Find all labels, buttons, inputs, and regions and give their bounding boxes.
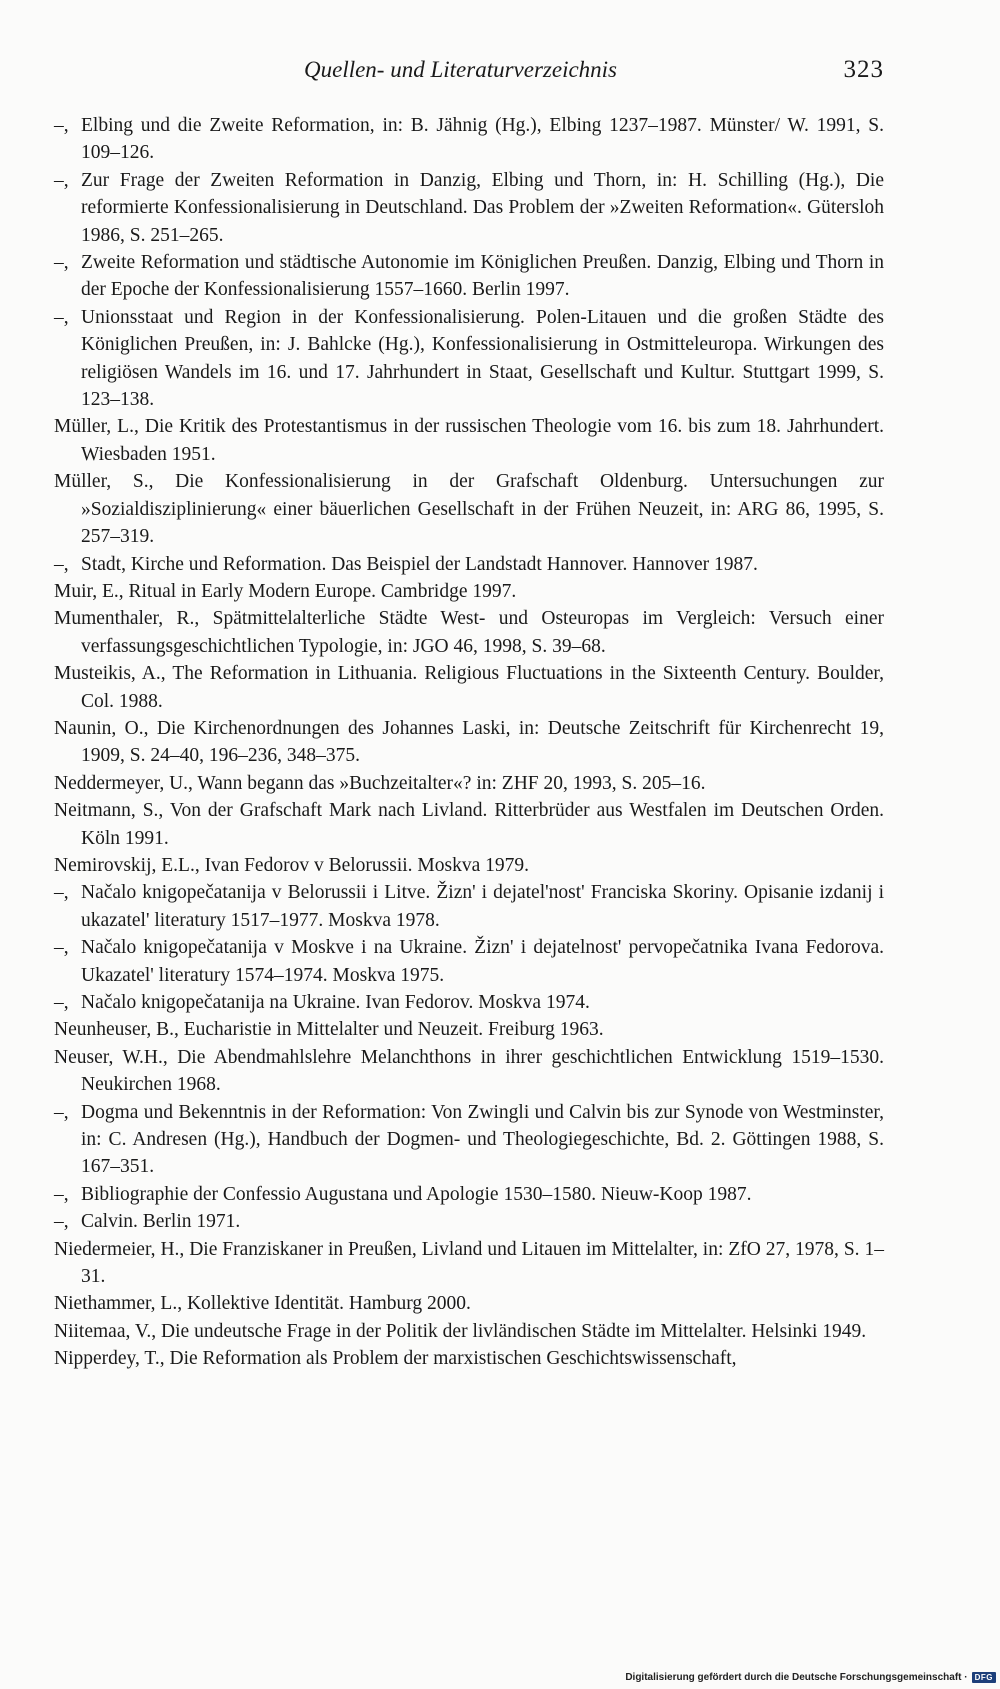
bibliography-entry — [54, 551, 884, 578]
bibliography-entry — [54, 304, 884, 414]
entry-text: Müller, S., Die Konfessionalisierung in der Grafschaft Oldenburg. Untersuchungen zur »Sozialdisziplinierung« einer bäuerlichen Gesellschaft in der Frühen Neuzeit, in: ARG 86, 1995, S. 257–319. — [54, 471, 884, 548]
entry-text: Načalo knigopečatanija v Moskve i na Ukraine. Žizn' i dejatelnost' pervopečatnika Ivana Fedorova. Ukazatel' literatury 1574–1974. Moskva 1975. — [81, 937, 884, 986]
ditto-dash: –, — [54, 115, 69, 136]
entry-text: Niitemaa, V., Die undeutsche Frage in der Politik der livländischen Städte im Mittelalter. Helsinki 1949. — [54, 1320, 867, 1342]
entry-text: Neddermeyer, U., Wann begann das »Buchzeitalter«? in: ZHF 20, 1993, S. 205–16. — [54, 772, 706, 794]
ditto-dash: –, — [54, 1101, 69, 1123]
entry-text: Zur Frage der Zweiten Reformation in Danzig, Elbing und Thorn, in: H. Schilling (Hg.), Die reformierte Konfessionalisierung in Deutschland. Das Problem der »Zweiten Reformation«. Gütersloh 1986, S. 251–265. — [81, 169, 884, 246]
bibliography-entry — [54, 1290, 884, 1317]
ditto-dash: –, — [54, 553, 69, 575]
digitization-credit — [625, 1672, 996, 1683]
entry-text: Calvin. Berlin 1971. — [81, 1211, 241, 1233]
ditto-dash: –, — [54, 992, 69, 1013]
entry-text: Bibliographie der Confessio Augustana und Apologie 1530–1580. Nieuw-Koop 1987. — [81, 1183, 752, 1205]
bibliography-entry — [54, 1016, 884, 1043]
entry-text: Müller, L., Die Kritik des Protestantismus in der russischen Theologie vom 16. bis zum 18. Jahrhundert. Wiesbaden 1951. — [54, 416, 884, 465]
ditto-dash: –, — [54, 252, 69, 274]
entry-text: Neuser, W.H., Die Abendmahlslehre Melanchthons in ihrer geschichtlichen Entwicklung 1519–1530. Neukirchen 1968. — [54, 1046, 884, 1096]
bibliography-entry — [54, 770, 884, 797]
entry-text: Načalo knigopečatanija v Belorussii i Litve. Žizn' i dejatel'nost' Franciska Skoriny. Opisanie izdanij i ukazatel' literatury 1517–1977. Moskva 1978. — [81, 882, 884, 931]
bibliography-entry — [54, 989, 884, 1016]
bibliography-entry — [54, 1181, 884, 1208]
entry-text: Neunheuser, B., Eucharistie in Mittelalter und Neuzeit. Freiburg 1963. — [54, 1019, 604, 1041]
entry-text: Zweite Reformation und städtische Autonomie im Königlichen Preußen. Danzig, Elbing und Thorn in der Epoche der Konfessionalisierung 1557–1660. Berlin 1997. — [81, 252, 884, 301]
bibliography-entry — [54, 1099, 884, 1181]
bibliography-entry — [54, 934, 884, 989]
bibliography-entry — [54, 578, 884, 605]
entry-text: Nipperdey, T., Die Reformation als Problem der marxistischen Geschichtswissenschaft, — [54, 1348, 737, 1370]
entry-text: Musteikis, A., The Reformation in Lithuania. Religious Fluctuations in the Sixteenth Century. Boulder, Col. 1988. — [54, 663, 884, 712]
ditto-dash: –, — [54, 1211, 69, 1233]
dfg-logo: DFG — [972, 1672, 996, 1683]
bibliography-entry — [54, 112, 884, 167]
credit-text: Digitalisierung gefördert durch die Deutsche Forschungsgemeinschaft · — [625, 1672, 968, 1683]
ditto-dash: –, — [54, 1183, 69, 1205]
bibliography-entry — [54, 1208, 884, 1235]
bibliography-entry — [54, 249, 884, 304]
ditto-dash: –, — [54, 169, 69, 191]
bibliography-entry — [54, 660, 884, 715]
entry-text: Mumenthaler, R., Spätmittelalterliche Städte West- und Osteuropas im Vergleich: Versuch einer verfassungsgeschichtlichen Typologie, in: JGO 46, 1998, S. 39–68. — [54, 608, 884, 657]
bibliography-list — [54, 112, 884, 1373]
entry-text: Neitmann, S., Von der Grafschaft Mark nach Livland. Ritterbrüder aus Westfalen im Deutschen Orden. Köln 1991. — [54, 800, 884, 849]
ditto-dash: –, — [54, 306, 69, 328]
ditto-dash: –, — [54, 937, 69, 959]
ditto-dash: –, — [54, 882, 69, 904]
bibliography-entry — [54, 1236, 884, 1291]
running-title: Quellen- und Literaturverzeichnis — [304, 57, 618, 82]
bibliography-entry — [54, 1318, 884, 1345]
entry-text: Dogma und Bekenntnis in der Reformation: Von Zwingli und Calvin bis zur Synode von Westminster, in: C. Andresen (Hg.), Handbuch der Dogmen- und Theologiegeschichte, Bd. 2. Göttingen 1988, S. 167–351. — [81, 1101, 884, 1178]
bibliography-entry — [54, 468, 884, 550]
entry-text: Muir, E., Ritual in Early Modern Europe. Cambridge 1997. — [54, 580, 517, 602]
entry-text: Načalo knigopečatanija na Ukraine. Ivan Fedorov. Moskva 1974. — [81, 992, 590, 1013]
entry-text: Niethammer, L., Kollektive Identität. Hamburg 2000. — [54, 1293, 471, 1315]
entry-text: Niedermeier, H., Die Franziskaner in Preußen, Livland und Litauen im Mittelalter, in: ZfO 27, 1978, S. 1–31. — [54, 1238, 884, 1288]
bibliography-entry — [54, 879, 884, 934]
bibliography-entry — [54, 1345, 884, 1372]
page-number: 323 — [843, 56, 884, 83]
bibliography-entry — [54, 167, 884, 249]
entry-text: Naunin, O., Die Kirchenordnungen des Johannes Laski, in: Deutsche Zeitschrift für Kirchenrecht 19, 1909, S. 24–40, 196–236, 348–375. — [54, 717, 884, 767]
bibliography-entry — [54, 413, 884, 468]
bibliography-entry — [54, 715, 884, 770]
entry-text: Nemirovskij, E.L., Ivan Fedorov v Belorussii. Moskva 1979. — [54, 854, 529, 876]
entry-text: Elbing und die Zweite Reformation, in: B. Jähnig (Hg.), Elbing 1237–1987. Münster/ W. 1991, S. 109–126. — [81, 115, 884, 164]
bibliography-entry — [54, 797, 884, 852]
bibliography-entry — [54, 605, 884, 660]
entry-text: Stadt, Kirche und Reformation. Das Beispiel der Landstadt Hannover. Hannover 1987. — [81, 553, 758, 575]
bibliography-entry — [54, 852, 884, 879]
bibliography-entry — [54, 1044, 884, 1099]
entry-text: Unionsstaat und Region in der Konfessionalisierung. Polen-Litauen und die großen Städte des Königlichen Preußen, in: J. Bahlcke (Hg.), Konfessionalisierung in Ostmitteleuropa. Wirkungen des religiösen Wandels im 16. und 17. Jahrhundert in Staat, Gesellschaft und Kultur. Stuttgart 1999, S. 123–138. — [81, 306, 884, 411]
running-header — [54, 52, 884, 88]
